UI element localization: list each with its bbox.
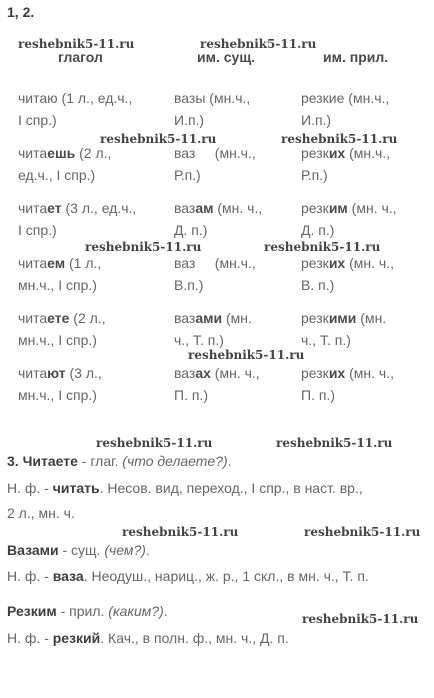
cell-line-2: Р.п.) [301,167,328,183]
part3-nf-1-cont: 2 л., мн. ч. [7,505,75,521]
grammar-info: (мн. ч., [345,365,394,381]
word-stem: резк [301,365,329,381]
period: . [145,542,150,558]
cell-line-2: П. п.) [174,387,208,403]
cell-line-2: I спр.) [18,222,57,238]
table-cell-verb [18,197,136,241]
word-stem: резк [301,310,329,326]
word-stem: чита [18,200,48,216]
word-rezkim: Резким [7,603,57,619]
cell-line-2: ч., Т. п.) [301,332,351,348]
grammar-info: (1 л., [65,255,102,271]
grammar-info: (мн. ч., [213,200,263,216]
cell-line-1 [301,252,394,274]
grammar-info: (2 л., [75,145,112,161]
cell-line-1 [301,307,386,329]
part3-nf-1 [7,476,363,500]
table-cell-noun [174,252,256,296]
word-ending: ет [47,200,62,216]
table-cell-adj [301,252,394,296]
cell-line-1 [174,307,252,329]
watermark: reshebnik5-11.ru [96,436,213,450]
word-chitaete: Читаете [22,453,78,469]
watermark: reshebnik5-11.ru [304,525,421,539]
cell-line-1 [18,307,106,329]
word-ending: ими [328,310,357,326]
column-header-noun: им. сущ. [197,49,256,65]
word-stem: чита [18,365,48,381]
word-ending: ешь [47,145,76,161]
cell-line-1 [174,252,256,274]
watermark: reshebnik5-11.ru [302,612,419,626]
table-cell-verb [18,307,106,351]
question: (каким?) [108,603,164,619]
task-number: 1, 2. [7,4,35,20]
part3-nf-2 [7,564,369,588]
word-stem: ваз [174,365,196,381]
grammar-info: (1 л., ед.ч., [57,90,133,106]
word-stem: ваз [174,145,196,161]
cell-line-2: мн.ч., I спр.) [18,277,97,293]
word-ending: ами [195,310,223,326]
cell-line-2: I спр.) [18,112,57,128]
table-cell-adj [301,142,390,186]
cell-line-1 [301,142,390,164]
word-stem: резк [301,200,329,216]
grammar-info: (3 л., [65,365,102,381]
grammar-info: (мн. ч., [210,365,260,381]
table-cell-verb [18,252,101,296]
cell-line-2: И.п.) [174,112,205,128]
pos-label: - сущ. [58,542,105,558]
cell-line-1 [301,197,397,219]
grammar-info: (мн.ч., [195,255,256,271]
cell-line-2: ед.ч., I спр.) [18,167,96,183]
grammar-info: (2 л., [69,310,106,326]
pos-label: - прил. [56,603,109,619]
grammar-info: (мн. ч., [347,200,397,216]
period: . [227,453,232,469]
word-stem: ваз [174,310,196,326]
cell-line-1 [174,142,256,164]
watermark: reshebnik5-11.ru [281,132,398,146]
word-stem: чита [18,255,48,271]
cell-line-1 [18,142,111,164]
word-ending: ах [195,365,211,381]
word-ending: ете [47,310,70,326]
table-cell-adj [301,197,397,241]
table-cell-noun [174,362,260,406]
part3-line-1 [7,449,232,473]
cell-line-1 [174,197,262,219]
cell-line-2: ч., Т. п.) [174,332,224,348]
question: (что делаете?) [122,453,228,469]
word-ending: ем [47,255,66,271]
table-cell-verb [18,362,102,406]
cell-line-1 [18,252,101,274]
cell-line-1 [18,362,102,384]
grammar-info: (мн. [222,310,252,326]
word-stem: читаю [18,90,58,106]
word-ending: их [328,255,346,271]
table-cell-noun [174,87,250,131]
cell-line-1 [301,362,394,384]
cell-line-1 [18,197,136,219]
nf-description: . Кач., в полн. ф., мн. ч., Д. п. [100,630,289,646]
cell-line-2: В.п.) [174,277,204,293]
grammar-info: (3 л., ед.ч., [61,200,137,216]
nf-description: . Неодуш., нариц., ж. р., 1 скл., в мн. ч., Т. п. [83,568,369,584]
part3-line-3 [7,599,168,623]
word-vazami: Вазами [7,542,59,558]
watermark: reshebnik5-11.ru [18,37,135,51]
nf-prefix: Н. ф. - [7,568,53,584]
cell-line-1 [174,362,260,384]
cell-line-2: П. п.) [301,387,335,403]
part3-line-2 [7,538,150,562]
cell-line-2: Д. п.) [301,222,335,238]
word-stem: ваз [174,255,196,271]
table-cell-adj [301,307,386,351]
grammar-info: (мн.ч., [195,145,256,161]
pos-label: - глаг. [77,453,123,469]
column-header-adj: им. прил. [323,49,389,65]
nf-prefix: Н. ф. - [7,480,53,496]
grammar-info: (мн. [356,310,387,326]
cell-line-2: Д. п.) [174,222,208,238]
grammar-info: (мн.ч., [205,90,251,106]
part3-number: 3. [7,453,23,469]
word-stem: чита [18,145,48,161]
watermark: reshebnik5-11.ru [276,436,393,450]
word-stem: ваз [174,200,196,216]
cell-line-2: Р.п.) [174,167,201,183]
word-ending: их [328,145,346,161]
grammar-info: (мн.ч., [344,90,390,106]
nf-prefix: Н. ф. - [7,630,53,646]
column-header-verb: глагол [58,49,103,65]
watermark: reshebnik5-11.ru [85,240,202,254]
table-cell-adj [301,362,394,406]
table-cell-noun [174,197,262,241]
word-ending: ам [195,200,214,216]
cell-line-2: В. п.) [301,277,335,293]
cell-line-1 [301,87,389,109]
table-cell-noun [174,307,252,351]
table-cell-noun [174,142,256,186]
word-ending: им [328,200,348,216]
period: . [163,603,168,619]
word-ending: ют [47,365,66,381]
question: (чем?) [104,542,146,558]
watermark: reshebnik5-11.ru [122,525,239,539]
watermark: reshebnik5-11.ru [100,132,217,146]
word-stem: чита [18,310,48,326]
watermark: reshebnik5-11.ru [200,37,317,51]
table-cell-verb [18,87,132,131]
nf-word: ваза [52,568,84,584]
nf-word: читать [52,480,100,496]
watermark: reshebnik5-11.ru [264,240,381,254]
watermark: reshebnik5-11.ru [188,348,305,362]
cell-line-2: мн.ч., I спр.) [18,387,97,403]
cell-line-2: И.п.) [301,112,332,128]
word-stem: вазы [174,90,206,106]
grammar-info: (мн. ч., [345,255,394,271]
nf-description: . Несов. вид, переход., I спр., в наст. вр., [99,480,363,496]
word-stem: резк [301,255,329,271]
grammar-info: (мн.ч., [345,145,391,161]
cell-line-1 [18,87,132,109]
part3-nf-3 [7,626,289,650]
word-stem: резк [301,145,329,161]
word-ending: их [328,365,346,381]
nf-word: резкий [52,630,101,646]
cell-line-1 [174,87,250,109]
table-cell-verb [18,142,111,186]
cell-line-2: мн.ч., I спр.) [18,332,97,348]
word-stem: резкие [301,90,345,106]
table-cell-adj [301,87,389,131]
